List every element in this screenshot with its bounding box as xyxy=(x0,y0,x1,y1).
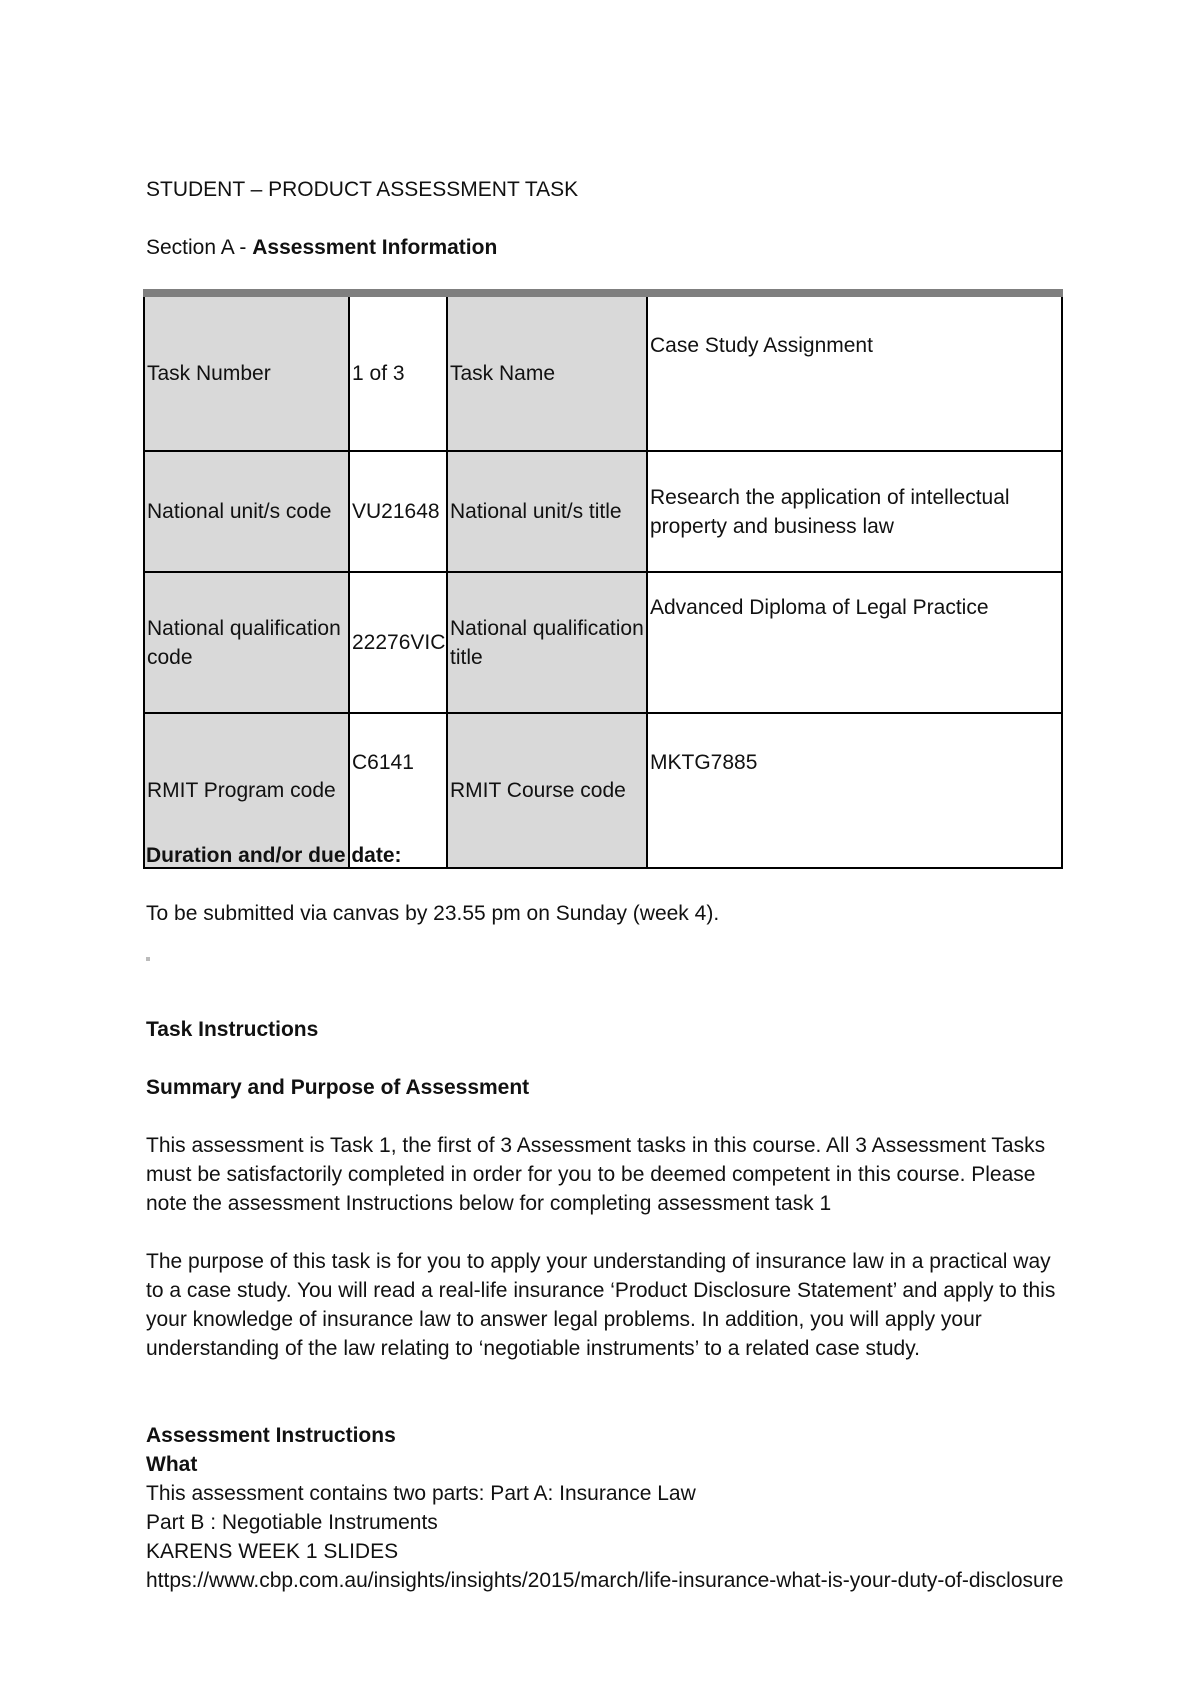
summary-heading: Summary and Purpose of Assessment xyxy=(146,1076,530,1099)
table-value-cell: 1 of 3 xyxy=(349,293,447,451)
table-label-cell: National unit/s title xyxy=(447,451,647,572)
slides-note: KARENS WEEK 1 SLIDES xyxy=(146,1540,399,1563)
table-label-cell: RMIT Program code xyxy=(144,713,349,868)
duration-text: To be submitted via canvas by 23.55 pm on Sunday (week 4). xyxy=(146,902,720,925)
table-value-cell: Research the application of intellectual property and business law xyxy=(647,451,1062,572)
table-label-cell: Task Name xyxy=(447,293,647,451)
purpose-paragraph: The purpose of this task is for you to apply your understanding of insurance law in a practical way to a case study. You will read a real-life insurance ‘Product Disclosure Statement’ and apply to this your knowledge of insurance law to answer legal problems. In addition, you will apply your understanding of the law relating to ‘negotiable instruments’ to a related case study. xyxy=(146,1250,1056,1360)
what-heading: What xyxy=(146,1453,198,1476)
task-instructions-heading: Task Instructions xyxy=(146,1018,319,1041)
table-value-cell: VU21648 xyxy=(349,451,447,572)
parts-line-b: Part B : Negotiable Instruments xyxy=(146,1511,438,1534)
table-value-cell: MKTG7885 xyxy=(647,713,1062,868)
table-label-cell: National unit/s code xyxy=(144,451,349,572)
table-value-cell: C6141 xyxy=(349,713,447,868)
section-prefix: Section A - xyxy=(146,236,253,259)
duration-heading: Duration and/or due date: xyxy=(146,844,402,867)
table-value-cell: Case Study Assignment xyxy=(647,293,1062,451)
document-title: STUDENT – PRODUCT ASSESSMENT TASK xyxy=(146,178,579,201)
reference-link[interactable]: https://www.cbp.com.au/insights/insights/2015/march/life-insurance-what-is-your-duty-of-disclosure xyxy=(146,1569,1064,1592)
table-label-cell: National qualification title xyxy=(447,572,647,713)
section-heading xyxy=(146,233,497,262)
section-title: Assessment Information xyxy=(252,236,498,259)
table-row xyxy=(144,451,1062,572)
summary-paragraph: This assessment is Task 1, the first of 3 Assessment tasks in this course. All 3 Assessment Tasks must be satisfactorily completed in order for you to be deemed competent in this course. Please note the assessment Instructions below for completing assessment task 1 xyxy=(146,1134,1046,1215)
assessment-info-table xyxy=(143,289,1063,869)
table-label-cell: Task Number xyxy=(144,293,349,451)
table-label-cell: National qualification code xyxy=(144,572,349,713)
table-row xyxy=(144,293,1062,451)
parts-line-a: This assessment contains two parts: Part A: Insurance Law xyxy=(146,1482,696,1505)
stray-mark xyxy=(146,957,150,961)
table-value-cell: 22276VIC xyxy=(349,572,447,713)
table-value-cell: Advanced Diploma of Legal Practice xyxy=(647,572,1062,713)
assessment-instructions-heading: Assessment Instructions xyxy=(146,1424,396,1447)
table-label-cell: RMIT Course code xyxy=(447,713,647,868)
table-row xyxy=(144,572,1062,713)
